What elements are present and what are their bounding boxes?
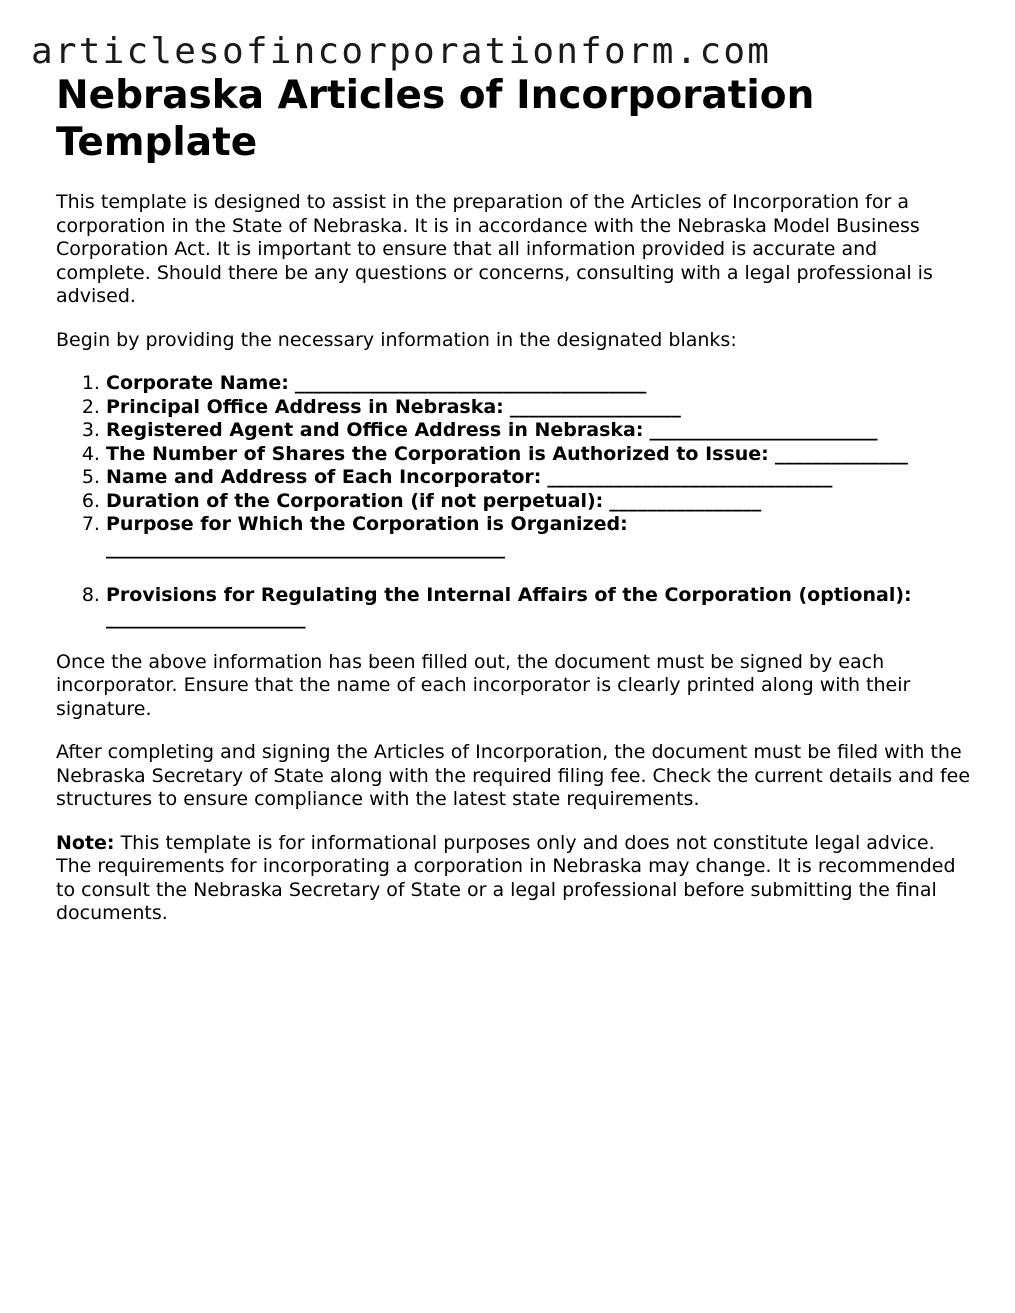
note-label: Note: [56,831,115,854]
filing-paragraph: After completing and signing the Articles of Incorporation, the document must be filed with the Nebraska Secretary of State along with the required filing fee. Check the current details and fee structures to ensure compliance with the latest state requirements. [56,741,971,810]
field-label: Corporate Name: [106,372,289,394]
blank-line[interactable]: _____________________________________ [294,372,647,394]
blank-line[interactable]: ______________ [774,442,908,465]
field-label: The Number of Shares the Corporation is Authorized to Issue: [106,442,769,465]
list-item [106,396,971,420]
blank-line[interactable]: __________________________________________ [106,536,505,559]
field-label: Purpose for Which the Corporation is Organized: [106,513,628,535]
list-item [106,513,971,560]
signing-paragraph: Once the above information has been filled out, the document must be signed by each incorporator. Ensure that the name of each incorporator is clearly printed along with their signature. [56,650,911,720]
field-label: Registered Agent and Office Address in Nebraska: [106,419,644,441]
note-paragraph [56,832,971,926]
fields-list [56,372,971,631]
list-item [106,419,971,443]
field-label: Provisions for Regulating the Internal Affairs of the Corporation (optional): [106,583,912,606]
note-text: This template is for informational purposes only and does not constitute legal advice. The requirements for incorporating a corporation in Nebraska may change. It is recommended to consult the Nebraska Secretary of State or a legal professional before submitting the final documents. [56,831,956,924]
instructions-paragraph: Begin by providing the necessary information in the designated blanks: [56,328,737,351]
list-item [106,490,971,514]
list-item [106,443,971,467]
watermark-text: articlesofincorporationform.com [31,31,772,72]
intro-paragraph: This template is designed to assist in the preparation of the Articles of Incorporation for a corporation in the State of Nebraska. It is in accordance with the Nebraska Model Business Corporation Act. It is important to ensure that all information provided is accurate and complete. Should there be any questions or concerns, consulting with a legal professional is advised. [56,191,933,307]
field-label: Name and Address of Each Incorporator: [106,466,542,488]
list-item [106,584,971,631]
list-item [106,372,971,396]
field-label: Principal Office Address in Nebraska: [106,395,504,418]
blank-line[interactable]: __________________ [509,395,681,418]
page-title: Nebraska Articles of Incorporation Template [56,73,815,165]
list-item [106,466,971,490]
blank-line[interactable]: ______________________________ [547,466,833,488]
blank-line[interactable]: _____________________ [106,607,306,629]
blank-line[interactable]: ________________________ [649,419,878,441]
field-label: Duration of the Corporation (if not perpetual): [106,489,604,512]
blank-line[interactable]: ________________ [609,489,762,512]
document-page [56,72,971,926]
